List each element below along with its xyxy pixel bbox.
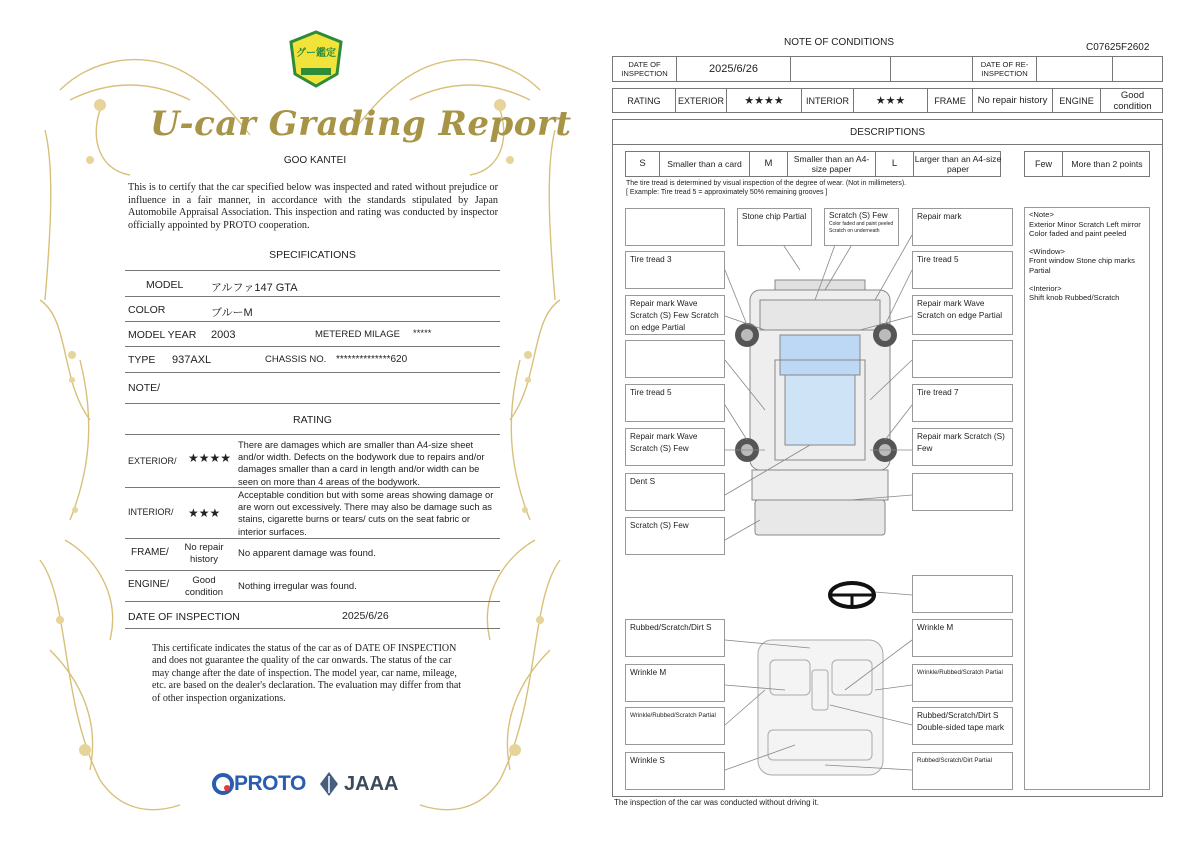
certify-text: This is to certify that the car specified below was inspected and rated without prejudice or influence in a fair manner, in accordance with the standards stipulated by Japan Automobile Appraisal Association. This inspection and rating was conducted by inspector officially appointed by PROTO cooperation. xyxy=(128,182,498,232)
divider xyxy=(125,346,500,347)
chassis-value: **************620 xyxy=(336,354,408,365)
side-window-heading: <Window> xyxy=(1029,246,1065,256)
model-year-value: 2003 xyxy=(211,329,236,341)
divider xyxy=(125,372,500,373)
legend-l-text: Larger than an A4-size paper xyxy=(914,154,1002,174)
report-title: U-car Grading Report xyxy=(150,104,572,144)
side-window-body: Front window Stone chip marks Partial xyxy=(1029,256,1135,275)
report-code: C07625F2602 xyxy=(1086,42,1150,53)
date-of-inspection-label: DATE OF INSPECTION xyxy=(128,611,240,623)
note-tire-tread-left-rear: Tire tread 5 xyxy=(625,384,725,422)
note-box-blank xyxy=(625,340,725,378)
note-scratch-top-text: Scratch (S) Few xyxy=(829,211,888,220)
date-of-reinspection-label: DATE OF RE-INSPECTION xyxy=(973,57,1037,81)
chassis-label: CHASSIS NO. xyxy=(265,354,327,365)
engine-label: ENGINE/ xyxy=(128,579,170,590)
note-dent: Dent S xyxy=(625,473,725,511)
frame-value: No repair history xyxy=(184,542,224,565)
side-note-heading: <Note> xyxy=(1029,210,1054,219)
badge-text: グー鑑定 xyxy=(296,48,336,59)
interior-label: INTERIOR xyxy=(802,89,854,112)
legend-l-key: L xyxy=(876,152,914,176)
type-label: TYPE xyxy=(128,354,156,366)
note-interior-wrs-right: Wrinkle/Rubbed/Scratch Partial xyxy=(912,664,1013,702)
divider xyxy=(125,601,500,602)
note-of-conditions-page xyxy=(600,0,1200,848)
side-notes-panel xyxy=(1024,207,1150,790)
interior-stars: ★★★ xyxy=(854,89,928,112)
interior-description: Acceptable condition but with some areas showing damage or are worn out excessively. There may also be damage such as stains, cigarette burns or tears/ cuts on the seat fabric or interior surfaces. xyxy=(238,490,494,537)
note-tire-tread-left-front: Tire tread 3 xyxy=(625,251,725,289)
exterior-stars: ★★★★ xyxy=(188,451,232,465)
specifications-heading: SPECIFICATIONS xyxy=(269,249,356,261)
note-interior-rsd-partial: Rubbed/Scratch/Dirt Partial xyxy=(912,752,1013,790)
jaaa-logo-text: JAAA xyxy=(344,772,399,795)
engine-description: Nothing irregular was found. xyxy=(238,581,357,592)
proto-mark-icon xyxy=(212,773,234,795)
divider xyxy=(125,296,500,297)
note-tire-tread-right-front: Tire tread 5 xyxy=(912,251,1013,289)
report-subtitle: GOO KANTEI xyxy=(283,155,347,166)
note-interior-wrinkle-right: Wrinkle M xyxy=(912,619,1013,657)
legend-few-text: More than 2 points xyxy=(1071,159,1143,169)
descriptions-heading: DESCRIPTIONS xyxy=(612,120,1163,145)
note-scratch-top-detail: Color faded and paint peeled Scratch on underneath xyxy=(829,221,894,234)
jaaa-logo xyxy=(318,770,398,798)
side-interior-body: Shift knob Rubbed/Scratch xyxy=(1029,293,1120,303)
note-box-blank xyxy=(625,208,725,246)
note-interior-dash: Rubbed/Scratch/Dirt S xyxy=(625,619,725,657)
metered-milage-value: ***** xyxy=(413,328,432,339)
note-box-blank xyxy=(912,340,1013,378)
note-right-repair-front: Repair mark Wave Scratch on edge Partial xyxy=(912,295,1013,335)
engine-label: ENGINE xyxy=(1053,89,1101,112)
type-value: 937AXL xyxy=(172,354,212,366)
proto-logo xyxy=(212,770,306,798)
note-left-repair-front: Repair mark Wave Scratch (S) Few Scratch on edge Partial xyxy=(625,295,725,335)
date-of-inspection-label: DATE OF INSPECTION xyxy=(613,57,677,81)
date-of-inspection-value: 2025/6/26 xyxy=(342,610,389,622)
frame-description: No apparent damage was found. xyxy=(238,548,376,559)
note-box-blank xyxy=(912,473,1013,511)
legend-s-key: S xyxy=(626,152,660,176)
engine-value: Good condition xyxy=(1113,89,1152,112)
note-left-repair-rear: Repair mark Wave Scratch (S) Few xyxy=(625,428,725,466)
legend-m-text: Smaller than an A4-size paper xyxy=(788,152,876,176)
interior-stars: ★★★ xyxy=(188,506,221,520)
divider xyxy=(125,538,500,539)
frame-label: FRAME/ xyxy=(131,547,169,558)
note-tire-tread-right-rear: Tire tread 7 xyxy=(912,384,1013,422)
divider xyxy=(125,270,500,271)
color-label: COLOR xyxy=(128,304,166,316)
exterior-description: There are damages which are smaller than A4-size sheet and/or width. Defects on the bodywork due to repairs and/or damages smaller than a card in length and/or width can be seen on more than 4 areas of the bodywork. xyxy=(238,440,485,487)
engine-value: Good condition xyxy=(184,575,224,598)
color-value: ブルーM xyxy=(211,307,253,319)
legend-m-key: M xyxy=(750,152,788,176)
exterior-stars: ★★★★ xyxy=(727,89,802,112)
side-note-body: Exterior Minor Scratch Left mirror Color faded and paint peeled xyxy=(1029,219,1141,239)
note-interior-wrinkle-left: Wrinkle M xyxy=(625,664,725,702)
exterior-label: EXTERIOR/ xyxy=(128,456,177,466)
note-scratch-top xyxy=(824,208,899,246)
divider xyxy=(125,487,500,488)
note-interior-wrinkle-s: Wrinkle S xyxy=(625,752,725,790)
note-rear-scratch: Scratch (S) Few xyxy=(625,517,725,555)
divider xyxy=(125,434,500,435)
frame-label: FRAME xyxy=(928,89,973,112)
note-interior-rubbed-tape: Rubbed/Scratch/Dirt S Double-sided tape mark xyxy=(912,707,1013,745)
frame-value: No repair history xyxy=(973,89,1053,112)
model-year-label: MODEL YEAR xyxy=(128,329,197,341)
note-box-blank xyxy=(912,575,1013,613)
legend-few-key: Few xyxy=(1025,152,1063,176)
proto-logo-text: PROTO xyxy=(234,772,306,795)
side-interior-heading: <Interior> xyxy=(1029,283,1062,293)
note-stone-chip: Stone chip Partial xyxy=(737,208,812,246)
exterior-label: EXTERIOR xyxy=(676,89,727,112)
divider xyxy=(125,628,500,629)
note-interior-wrs-left: Wrinkle/Rubbed/Scratch Partial xyxy=(625,707,725,745)
divider xyxy=(125,403,500,404)
note-right-repair-rear: Repair mark Scratch (S) Few xyxy=(912,428,1013,466)
date-of-inspection-value: 2025/6/26 xyxy=(677,57,791,81)
goo-kantei-badge xyxy=(289,30,343,88)
note-label: NOTE/ xyxy=(128,382,161,394)
rating-label: RATING xyxy=(613,89,676,112)
metered-milage-label: METERED MILAGE xyxy=(315,329,400,340)
tire-note-1: The tire tread is determined by visual inspection of the degree of wear. (Not in millimeters). xyxy=(626,180,907,187)
steering-wheel-icon xyxy=(830,583,874,607)
certificate-footer-text: This certificate indicates the status of the car as of DATE OF INSPECTION and does not guarantee the quality of the car onwards. The status of the car may change after the date of inspection. The model year, car name, mileage, etc. are based on the dealer's declaration. The evaluation may differ from that of other inspection organizations. xyxy=(152,643,462,704)
divider xyxy=(125,321,500,322)
note-repair-mark-top: Repair mark xyxy=(912,208,1013,246)
tire-note-2: [ Example: Tire tread 5 = approximately 50% remaining grooves ] xyxy=(626,189,828,196)
model-value: アルファ147 GTA xyxy=(211,282,298,294)
jaaa-mark-icon xyxy=(318,771,340,797)
rating-heading: RATING xyxy=(293,414,332,426)
model-label: MODEL xyxy=(146,279,184,291)
inspection-footer-note: The inspection of the car was conducted without driving it. xyxy=(614,798,819,807)
interior-label: INTERIOR/ xyxy=(128,507,174,517)
conditions-heading: NOTE OF CONDITIONS xyxy=(784,37,894,48)
divider xyxy=(125,570,500,571)
legend-s-text: Smaller than a card xyxy=(660,152,750,176)
